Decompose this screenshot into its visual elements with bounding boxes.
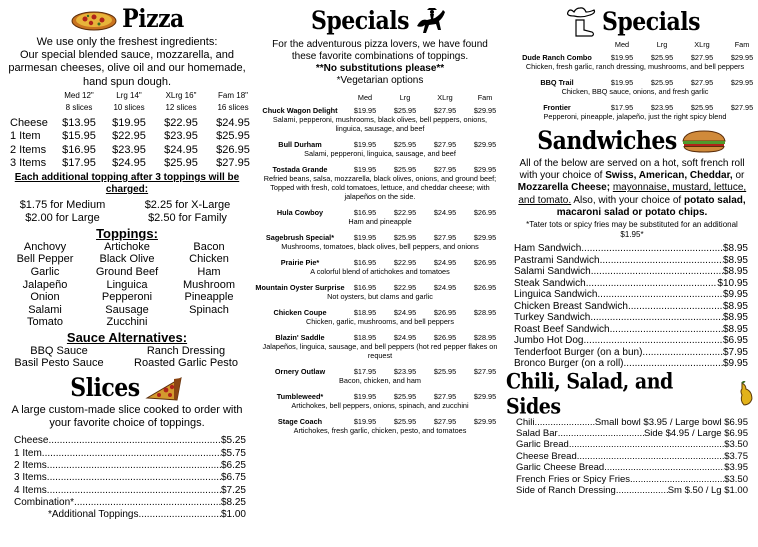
item-name: Pastrami Sandwich (514, 254, 600, 266)
special-price: $27.95 (690, 53, 714, 62)
special-item (512, 103, 758, 121)
special-price-row (512, 78, 758, 87)
sandwiches-note: *Tater tots or spicy fries may be substituted for an additional $1.95* (526, 220, 738, 239)
list-item (506, 428, 758, 439)
special-price: $18.95 (353, 333, 377, 342)
item-name: Linguica Sandwich (514, 289, 598, 301)
list-item (506, 312, 758, 324)
special-item (255, 417, 505, 435)
dot-leader (590, 312, 723, 324)
item-price: $8.95 (722, 254, 748, 266)
item-price: $3.75 (724, 450, 748, 462)
item-price: $3.95 (724, 462, 748, 474)
dot-leader (583, 335, 722, 347)
item-price: $10.95 (717, 277, 748, 289)
dot-leader (600, 255, 723, 267)
special-price: $25.95 (393, 140, 417, 149)
item-price: Small bowl $3.95 / Large bowl $6.95 (594, 416, 748, 428)
dot-leader (610, 324, 723, 336)
special-price: $19.95 (353, 417, 377, 426)
specials2-heading (506, 6, 758, 38)
special-name: Bull Durham (278, 140, 322, 149)
dot-leader (630, 474, 724, 485)
sauce-list: BBQ Sauce Ranch Dressing Basil Pesto Sauce Roasted Garlic Pesto (14, 344, 238, 370)
sandwich-icon (681, 129, 727, 153)
special-name: Sagebrush Special* (265, 233, 335, 242)
special-price: $27.95 (433, 106, 457, 115)
special-name: Chicken Coupe (273, 308, 327, 317)
item-price: $8.95 (722, 323, 748, 335)
special-price: $19.95 (353, 140, 377, 149)
list-item: Combination* ..... $8.25 (0, 497, 254, 509)
special-name: Dude Ranch Combo (522, 53, 592, 62)
special-price-row (255, 333, 505, 342)
toppings-title: Toppings: (96, 225, 158, 241)
sauce-title: Sauce Alternatives: (66, 329, 188, 345)
special-item (255, 367, 505, 385)
item-name: Ham Sandwich (514, 243, 582, 255)
list-item (506, 485, 758, 496)
special-name: Blazin' Saddle (275, 333, 325, 342)
special-price: $19.95 (610, 78, 634, 87)
list-item (506, 243, 758, 255)
special-price: $25.95 (393, 392, 417, 401)
special-price: $24.95 (433, 283, 457, 292)
dot-leader (628, 301, 723, 313)
special-item (255, 308, 505, 326)
special-price: $18.95 (353, 308, 377, 317)
special-price-row (512, 53, 758, 62)
special-name: Ornery Outlaw (274, 367, 326, 376)
special-name: Chuck Wagon Delight (262, 106, 338, 115)
item-name: Chicken Breast Sandwich (514, 300, 628, 312)
special-price-row (255, 417, 505, 426)
item-price: $8.95 (722, 300, 748, 312)
table-row: 3 Items $17.95 $24.95 $25.95 $27.95 (10, 157, 250, 170)
dot-leader (581, 243, 723, 255)
special-price-row (255, 165, 505, 174)
special-price: $29.95 (473, 233, 497, 242)
sandwiches-heading (506, 128, 758, 154)
special-description: Chicken, garlic, mushrooms, and bell peppers (305, 317, 455, 326)
list-item: 1 Item ..... $5.75 (0, 448, 254, 460)
special-description: Artichokes, bell peppers, onions, spinach, and zucchini (291, 401, 469, 410)
special-price: $24.95 (393, 333, 417, 342)
dot-leader (642, 347, 723, 359)
special-price: $25.95 (393, 233, 417, 242)
special-price: $17.95 (610, 103, 634, 112)
pizza-title: Pizza (122, 4, 184, 34)
special-price: $24.95 (393, 308, 417, 317)
special-price: $16.95 (353, 258, 377, 267)
dot-leader (569, 439, 724, 450)
item-name: Turkey Sandwich (514, 312, 591, 324)
special-item (512, 53, 758, 71)
special-price: $26.95 (433, 333, 457, 342)
special-price: $24.95 (433, 258, 457, 267)
special-name: Tumbleweed* (276, 392, 324, 401)
list-item (506, 289, 758, 301)
special-description: Ham and pineapple (348, 217, 412, 226)
special-price: $28.95 (473, 308, 497, 317)
additional-topping-prices: $1.75 for Medium $2.25 for X-Large $2.00 for Large $2.50 for Family (19, 198, 231, 224)
item-name: Steak Sandwich (514, 277, 586, 289)
dot-leader (586, 278, 718, 290)
special-price: $26.95 (433, 308, 457, 317)
special-item (255, 140, 505, 158)
specials2-size-header: Med Lrg XLrg Fam (614, 40, 750, 49)
special-item (255, 258, 505, 276)
slices-title: Slices (70, 373, 140, 403)
special-item (255, 208, 505, 226)
item-name: Garlic Cheese Bread (516, 462, 605, 474)
list-item: 2 Items ..... $6.25 (0, 460, 254, 472)
special-price: $27.95 (433, 233, 457, 242)
special-price: $25.95 (650, 53, 674, 62)
list-item: Cheese ..... $5.25 (0, 435, 254, 447)
chili-icon (736, 381, 758, 407)
special-price: $27.95 (433, 165, 457, 174)
list-item: *Additional Toppings ..... $1.00 (0, 509, 254, 521)
special-price: $29.95 (730, 78, 754, 87)
special-price: $16.95 (353, 208, 377, 217)
right-column (506, 0, 758, 547)
special-description: Jalapeños, linguica, sausage, and bell peppers (hot red pepper flakes on request (262, 342, 498, 360)
pizza-intro: We use only the freshest ingredients: Our special blended sauce, mozzarella, and parmesan cheeses, olive oil and our homemade, hand spun dough. (8, 36, 246, 88)
specials2-title: Specials (601, 7, 701, 37)
special-name: BBQ Trail (540, 78, 574, 87)
special-price: $27.95 (730, 103, 754, 112)
special-price: $23.95 (393, 367, 417, 376)
special-item (255, 333, 505, 360)
additional-topping-heading: Each additional topping after 3 toppings will be charged: (14, 171, 240, 195)
list-item (506, 474, 758, 485)
special-price: $25.95 (650, 78, 674, 87)
special-name: Prairie Pie* (280, 258, 320, 267)
list-item (506, 462, 758, 473)
pizza-slice-icon (144, 374, 184, 402)
special-price-row (255, 283, 505, 292)
item-price: Side $4.95 / Large $6.95 (643, 427, 748, 439)
special-price: $22.95 (393, 208, 417, 217)
no-substitutions-note: **No substitutions please** (315, 63, 445, 74)
special-description: Refried beans, salsa, mozzarella, black olives, onions, and ground beef; Topped with fresh, cold tomatoes, lettuce, and cheddar cheese; with jalapeños on the side. (263, 174, 497, 201)
list-item (506, 255, 758, 267)
special-price: $22.95 (393, 283, 417, 292)
special-description: Pepperoni, pineapple, jalapeño, just the right spicy blend (543, 112, 727, 121)
sides-title: Chili, Salad, and Sides (506, 368, 673, 419)
special-price: $29.95 (730, 53, 754, 62)
special-price: $26.95 (473, 283, 497, 292)
special-price: $27.95 (433, 392, 457, 401)
item-name: Salami Sandwich (514, 266, 591, 278)
special-price: $19.95 (353, 233, 377, 242)
specials-list (255, 106, 505, 435)
dot-leader (597, 289, 723, 301)
special-name: Mountain Oyster Surprise (255, 283, 345, 292)
special-price: $19.95 (353, 165, 377, 174)
item-price: $8.95 (722, 266, 748, 278)
special-price: $29.95 (473, 392, 497, 401)
item-price: $7.95 (722, 346, 748, 358)
item-price: $6.95 (722, 335, 748, 347)
special-price: $26.95 (473, 208, 497, 217)
special-price: $27.95 (433, 417, 457, 426)
pizza-column (0, 0, 254, 547)
list-item (506, 278, 758, 290)
item-name: Jumbo Hot Dog (514, 335, 584, 347)
special-description: A colorful blend of artichokes and tomatoes (310, 267, 450, 276)
item-price: $3.50 (724, 473, 748, 485)
specials-column (255, 0, 505, 547)
special-price: $27.95 (433, 140, 457, 149)
special-price-row (255, 367, 505, 376)
special-price: $24.95 (433, 208, 457, 217)
list-item (506, 301, 758, 313)
special-price: $29.95 (473, 165, 497, 174)
item-name: Bronco Burger (on a roll) (514, 358, 624, 370)
item-name: Salad Bar (516, 427, 558, 439)
special-item (512, 78, 758, 96)
item-name: Side of Ranch Dressing (516, 484, 616, 496)
item-name: Garlic Bread (516, 439, 569, 451)
special-item (255, 165, 505, 201)
sandwiches-title: Sandwiches (537, 126, 677, 156)
list-item (506, 335, 758, 347)
dot-leader (591, 266, 723, 278)
pizza-slices-header: 8 slices 10 slices 12 slices 16 slices (65, 102, 249, 112)
dot-leader (604, 462, 724, 473)
item-price: $9.95 (722, 289, 748, 301)
special-price: $29.95 (473, 417, 497, 426)
special-price: $25.95 (433, 367, 457, 376)
special-price-row (255, 106, 505, 115)
pizza-heading (0, 6, 254, 32)
list-item (506, 451, 758, 462)
special-price: $27.95 (690, 78, 714, 87)
special-price: $25.95 (690, 103, 714, 112)
special-price: $23.95 (650, 103, 674, 112)
special-description: Chicken, BBQ sauce, onions, and fresh garlic (561, 87, 709, 96)
vegetarian-note: *Vegetarian options (336, 75, 424, 86)
special-name: Hula Cowboy (276, 208, 324, 217)
special-price-row (255, 233, 505, 242)
list-item (506, 347, 758, 359)
special-name: Frontier (543, 103, 571, 112)
special-price: $29.95 (473, 106, 497, 115)
slices-intro: A large custom-made slice cooked to order with your favorite choice of toppings. (11, 403, 243, 430)
sandwich-list (506, 243, 758, 370)
special-price: $27.95 (473, 367, 497, 376)
special-price: $29.95 (473, 140, 497, 149)
special-item (255, 392, 505, 410)
table-row: Cheese $13.95 $19.95 $22.95 $24.95 (10, 116, 250, 129)
special-price: $19.95 (353, 392, 377, 401)
item-name: Chili (516, 416, 535, 428)
specials2-list (506, 53, 758, 121)
item-name: Roast Beef Sandwich (514, 323, 610, 335)
specials-size-header: Med Lrg XLrg Fam (357, 93, 493, 102)
special-price: $28.95 (473, 333, 497, 342)
pizza-price-table (0, 117, 254, 171)
item-price: $8.95 (722, 312, 748, 324)
special-price-row (255, 392, 505, 401)
special-price-row (255, 208, 505, 217)
slices-heading (0, 374, 254, 402)
specials-intro: For the adventurous pizza lovers, we have found these favorite combinations of toppings. **No substitutions please** *Vegetarian options (255, 39, 505, 87)
special-description: Artichokes, fresh garlic, chicken, pesto, and tomatoes (293, 426, 467, 435)
list-item (506, 439, 758, 450)
special-price: $19.95 (353, 106, 377, 115)
item-price: Sm $.50 / Lg $1.00 (667, 484, 748, 496)
specials-heading (255, 6, 505, 36)
specials-title: Specials (310, 6, 410, 36)
special-description: Not oysters, but clams and garlic (327, 292, 433, 301)
item-price: $8.95 (722, 243, 748, 255)
sides-heading (506, 368, 758, 419)
special-price-row (255, 140, 505, 149)
special-price: $22.95 (393, 258, 417, 267)
item-name: Cheese Bread (516, 450, 577, 462)
list-item (506, 266, 758, 278)
table-row: 1 Item $15.95 $22.95 $23.95 $25.95 (10, 130, 250, 143)
special-price-row (255, 258, 505, 267)
special-item (255, 106, 505, 133)
item-price: $9.95 (722, 358, 748, 370)
dot-leader (558, 428, 644, 439)
slices-list (0, 435, 254, 521)
item-name: French Fries or Spicy Fries (516, 473, 631, 485)
dot-leader (616, 485, 668, 496)
special-item (255, 283, 505, 301)
pizza-size-header: Med 12" Lrg 14" XLrg 16" Fam 18" (64, 90, 248, 100)
special-item (255, 233, 505, 251)
toppings-list: Anchovy Artichoke Bacon Bell Pepper Black Olive Chicken Garlic Ground Beef Ham Jalapeño Linguica Mushroom Onion Pepperoni Pineapple Salami Sausage Spinach Tomato Zucchini (16, 240, 235, 329)
sandwiches-intro: All of the below are served on a hot, soft french roll with your choice of Swiss, American, Cheddar, or Mozzarella Cheese; mayonnaise, mustard, lettuce, and tomato. Also, with your choice of potato salad, macaroni salad or potato chips. (517, 158, 747, 218)
special-price: $25.95 (393, 165, 417, 174)
list-item: 3 Items ..... $6.75 (0, 472, 254, 484)
special-price: $17.95 (353, 367, 377, 376)
bronco-rider-icon (413, 6, 449, 36)
list-item: 4 Items ..... $7.25 (0, 485, 254, 497)
item-name: Tenderfoot Burger (on a bun) (514, 346, 643, 358)
special-price: $25.95 (393, 417, 417, 426)
special-price: $19.95 (610, 53, 634, 62)
special-description: Chicken, fresh garlic, ranch dressing, mushrooms, and bell peppers (525, 62, 745, 71)
list-item (506, 324, 758, 336)
special-price-row (512, 103, 758, 112)
item-price: $3.50 (724, 439, 748, 451)
pizza-icon (70, 6, 118, 32)
special-name: Tostada Grande (272, 165, 328, 174)
special-price: $25.95 (393, 106, 417, 115)
special-price: $26.95 (473, 258, 497, 267)
special-description: Mushrooms, tomatoes, black olives, bell peppers, and onions (281, 242, 479, 251)
cowboy-boot-icon (564, 6, 598, 38)
sides-list (506, 417, 758, 497)
special-price: $16.95 (353, 283, 377, 292)
special-name: Stage Coach (277, 417, 323, 426)
special-description: Bacon, chicken, and ham (339, 376, 421, 385)
special-price-row (255, 308, 505, 317)
table-row: 2 Items $16.95 $23.95 $24.95 $26.95 (10, 143, 250, 156)
dot-leader (577, 451, 724, 462)
special-description: Salami, pepperoni, mushrooms, black olives, bell peppers, onions, linguica, sausage, and beef (272, 115, 488, 133)
special-description: Salami, pepperoni, linguica, sausage, and beef (304, 149, 456, 158)
